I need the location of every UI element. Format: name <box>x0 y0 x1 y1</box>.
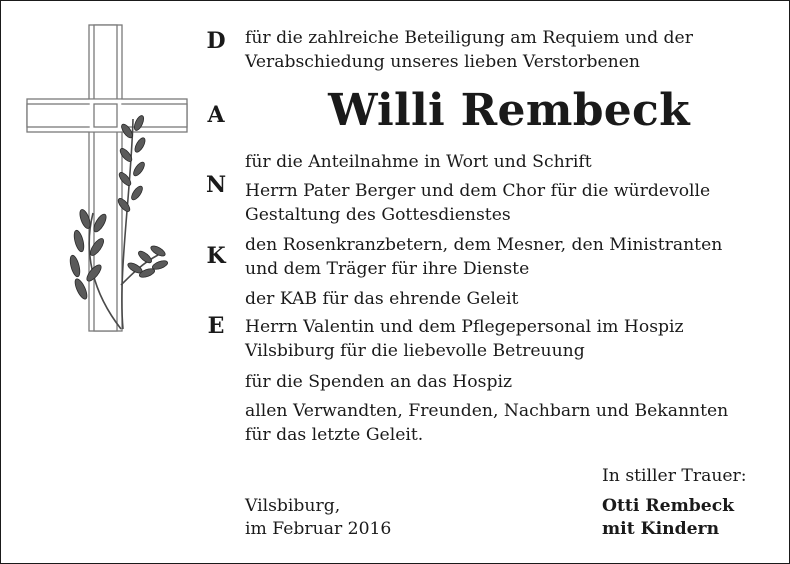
thanks-item: Herrn Valentin und dem Pflegepersonal im Hospiz Vilsbiburg für die liebevolle Betreuung <box>245 317 684 361</box>
signature-name: Otti Rembeck <box>602 496 735 516</box>
deceased-name: Willi Rembeck <box>328 85 690 136</box>
intro-text: für die zahlreiche Beteiligung am Requiem und der Verabschiedung unseres lieben Verstorbenen <box>245 28 693 72</box>
thanks-item: für die Anteilnahme in Wort und Schrift <box>245 152 592 172</box>
date-text: im Februar 2016 <box>245 519 392 539</box>
thanks-item: für die Spenden an das Hospiz <box>245 372 512 392</box>
thanks-item: allen Verwandten, Freunden, Nachbarn und Bekannten für das letzte Geleit. <box>245 401 729 445</box>
signature-family: mit Kindern <box>602 519 720 539</box>
cross-with-laurel-icon <box>23 23 199 335</box>
danke-letter-a: A <box>207 102 225 128</box>
thanks-item: den Rosenkranzbetern, dem Mesner, den Ministranten und dem Träger für ihre Dienste <box>245 235 723 279</box>
danke-letter-n: N <box>205 172 227 198</box>
danke-letter-d: D <box>206 28 226 54</box>
thanks-item: der KAB für das ehrende Geleit <box>245 289 519 309</box>
thanks-item: Herrn Pater Berger und dem Chor für die würdevolle Gestaltung des Gottesdienstes <box>245 181 711 225</box>
danke-letter-e: E <box>207 313 225 339</box>
danke-letter-k: K <box>206 243 226 269</box>
place-text: Vilsbiburg, <box>245 496 341 516</box>
mourning-label: In stiller Trauer: <box>602 466 747 486</box>
